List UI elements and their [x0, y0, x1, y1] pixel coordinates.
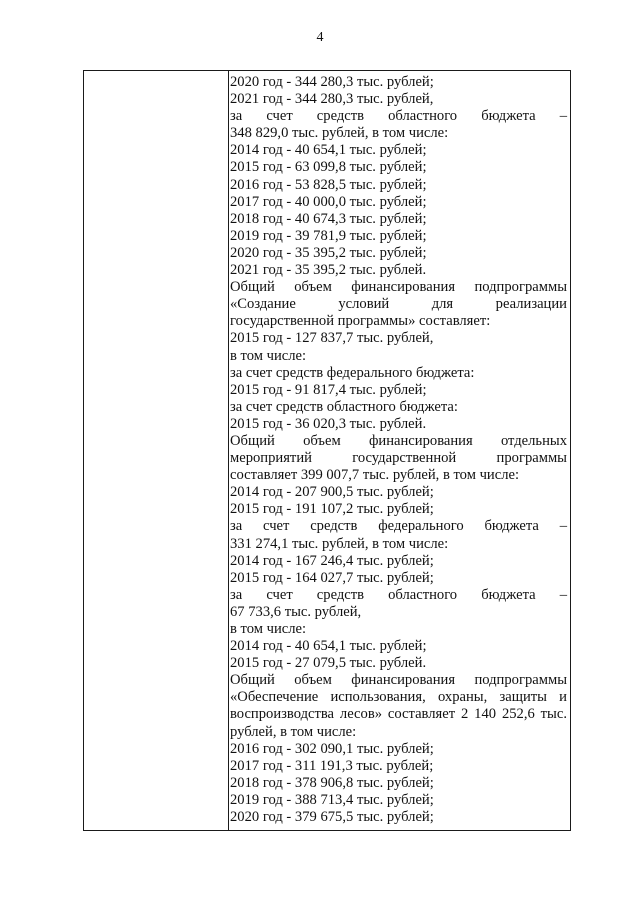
funding-table	[83, 70, 571, 831]
text-line: 2015 год - 164 027,7 тыс. рублей;	[230, 569, 434, 586]
text-line: 331 274,1 тыс. рублей, в том числе:	[230, 535, 449, 552]
text-line: Общий объем финансирования подпрограммы	[230, 672, 567, 689]
text-line: 2016 год - 302 090,1 тыс. рублей;	[230, 740, 434, 757]
text-line: 2021 год - 35 395,2 тыс. рублей.	[230, 262, 427, 279]
text-line: 2015 год - 27 079,5 тыс. рублей.	[230, 655, 427, 672]
text-line: государственной программы» составляет:	[230, 313, 491, 330]
text-line: за счет средств областного бюджета:	[230, 398, 458, 415]
text-line: воспроизводства лесов» составляет 2 140 252,6 тыс.	[230, 706, 567, 723]
text-line: 2014 год - 40 654,1 тыс. рублей;	[230, 638, 427, 655]
text-line: за счет средств областного бюджета –	[230, 108, 567, 125]
text-line: 2017 год - 40 000,0 тыс. рублей;	[230, 193, 427, 210]
table-left-cell	[84, 71, 228, 830]
text-line: в том числе:	[230, 347, 307, 364]
text-line: 2020 год - 344 280,3 тыс. рублей;	[230, 74, 434, 90]
text-line: за счет средств областного бюджета –	[230, 586, 567, 603]
column-divider	[228, 71, 229, 830]
text-line: 67 733,6 тыс. рублей,	[230, 603, 362, 620]
text-line: 2015 год - 36 020,3 тыс. рублей.	[230, 415, 427, 432]
text-line: «Создание условий для реализации	[230, 296, 567, 313]
text-line: составляет 399 007,7 тыс. рублей, в том числе:	[230, 467, 520, 484]
text-line: рублей, в том числе:	[230, 723, 357, 740]
text-line: 2018 год - 40 674,3 тыс. рублей;	[230, 210, 427, 227]
text-line: мероприятий государственной программы	[230, 450, 567, 467]
text-line: 2014 год - 167 246,4 тыс. рублей;	[230, 552, 434, 569]
table-right-cell	[230, 74, 567, 826]
text-line: 348 829,0 тыс. рублей, в том числе:	[230, 125, 449, 142]
text-line: 2019 год - 388 713,4 тыс. рублей;	[230, 791, 434, 808]
text-line: 2019 год - 39 781,9 тыс. рублей;	[230, 227, 427, 244]
text-line: 2016 год - 53 828,5 тыс. рублей;	[230, 176, 427, 193]
text-line: за счет средств федерального бюджета –	[230, 518, 567, 535]
text-line: 2015 год - 91 817,4 тыс. рублей;	[230, 381, 427, 398]
text-line: в том числе:	[230, 621, 307, 637]
text-line: 2014 год - 207 900,5 тыс. рублей;	[230, 484, 434, 501]
text-line: 2015 год - 191 107,2 тыс. рублей;	[230, 501, 434, 518]
text-line: 2021 год - 344 280,3 тыс. рублей,	[230, 91, 434, 108]
page-number: 4	[316, 30, 324, 45]
text-line: 2015 год - 63 099,8 тыс. рублей;	[230, 159, 427, 176]
text-line: 2020 год - 379 675,5 тыс. рублей;	[230, 809, 434, 826]
text-line: Общий объем финансирования подпрограммы	[230, 279, 567, 296]
text-line: 2020 год - 35 395,2 тыс. рублей;	[230, 244, 427, 261]
text-line: Общий объем финансирования отдельных	[230, 432, 567, 449]
text-line: 2018 год - 378 906,8 тыс. рублей;	[230, 774, 434, 791]
text-line: за счет средств федерального бюджета:	[230, 364, 475, 381]
text-line: 2015 год - 127 837,7 тыс. рублей,	[230, 330, 434, 347]
text-line: 2014 год - 40 654,1 тыс. рублей;	[230, 142, 427, 159]
text-line: 2017 год - 311 191,3 тыс. рублей;	[230, 757, 434, 774]
text-line: «Обеспечение использования, охраны, защиты и	[230, 689, 567, 706]
